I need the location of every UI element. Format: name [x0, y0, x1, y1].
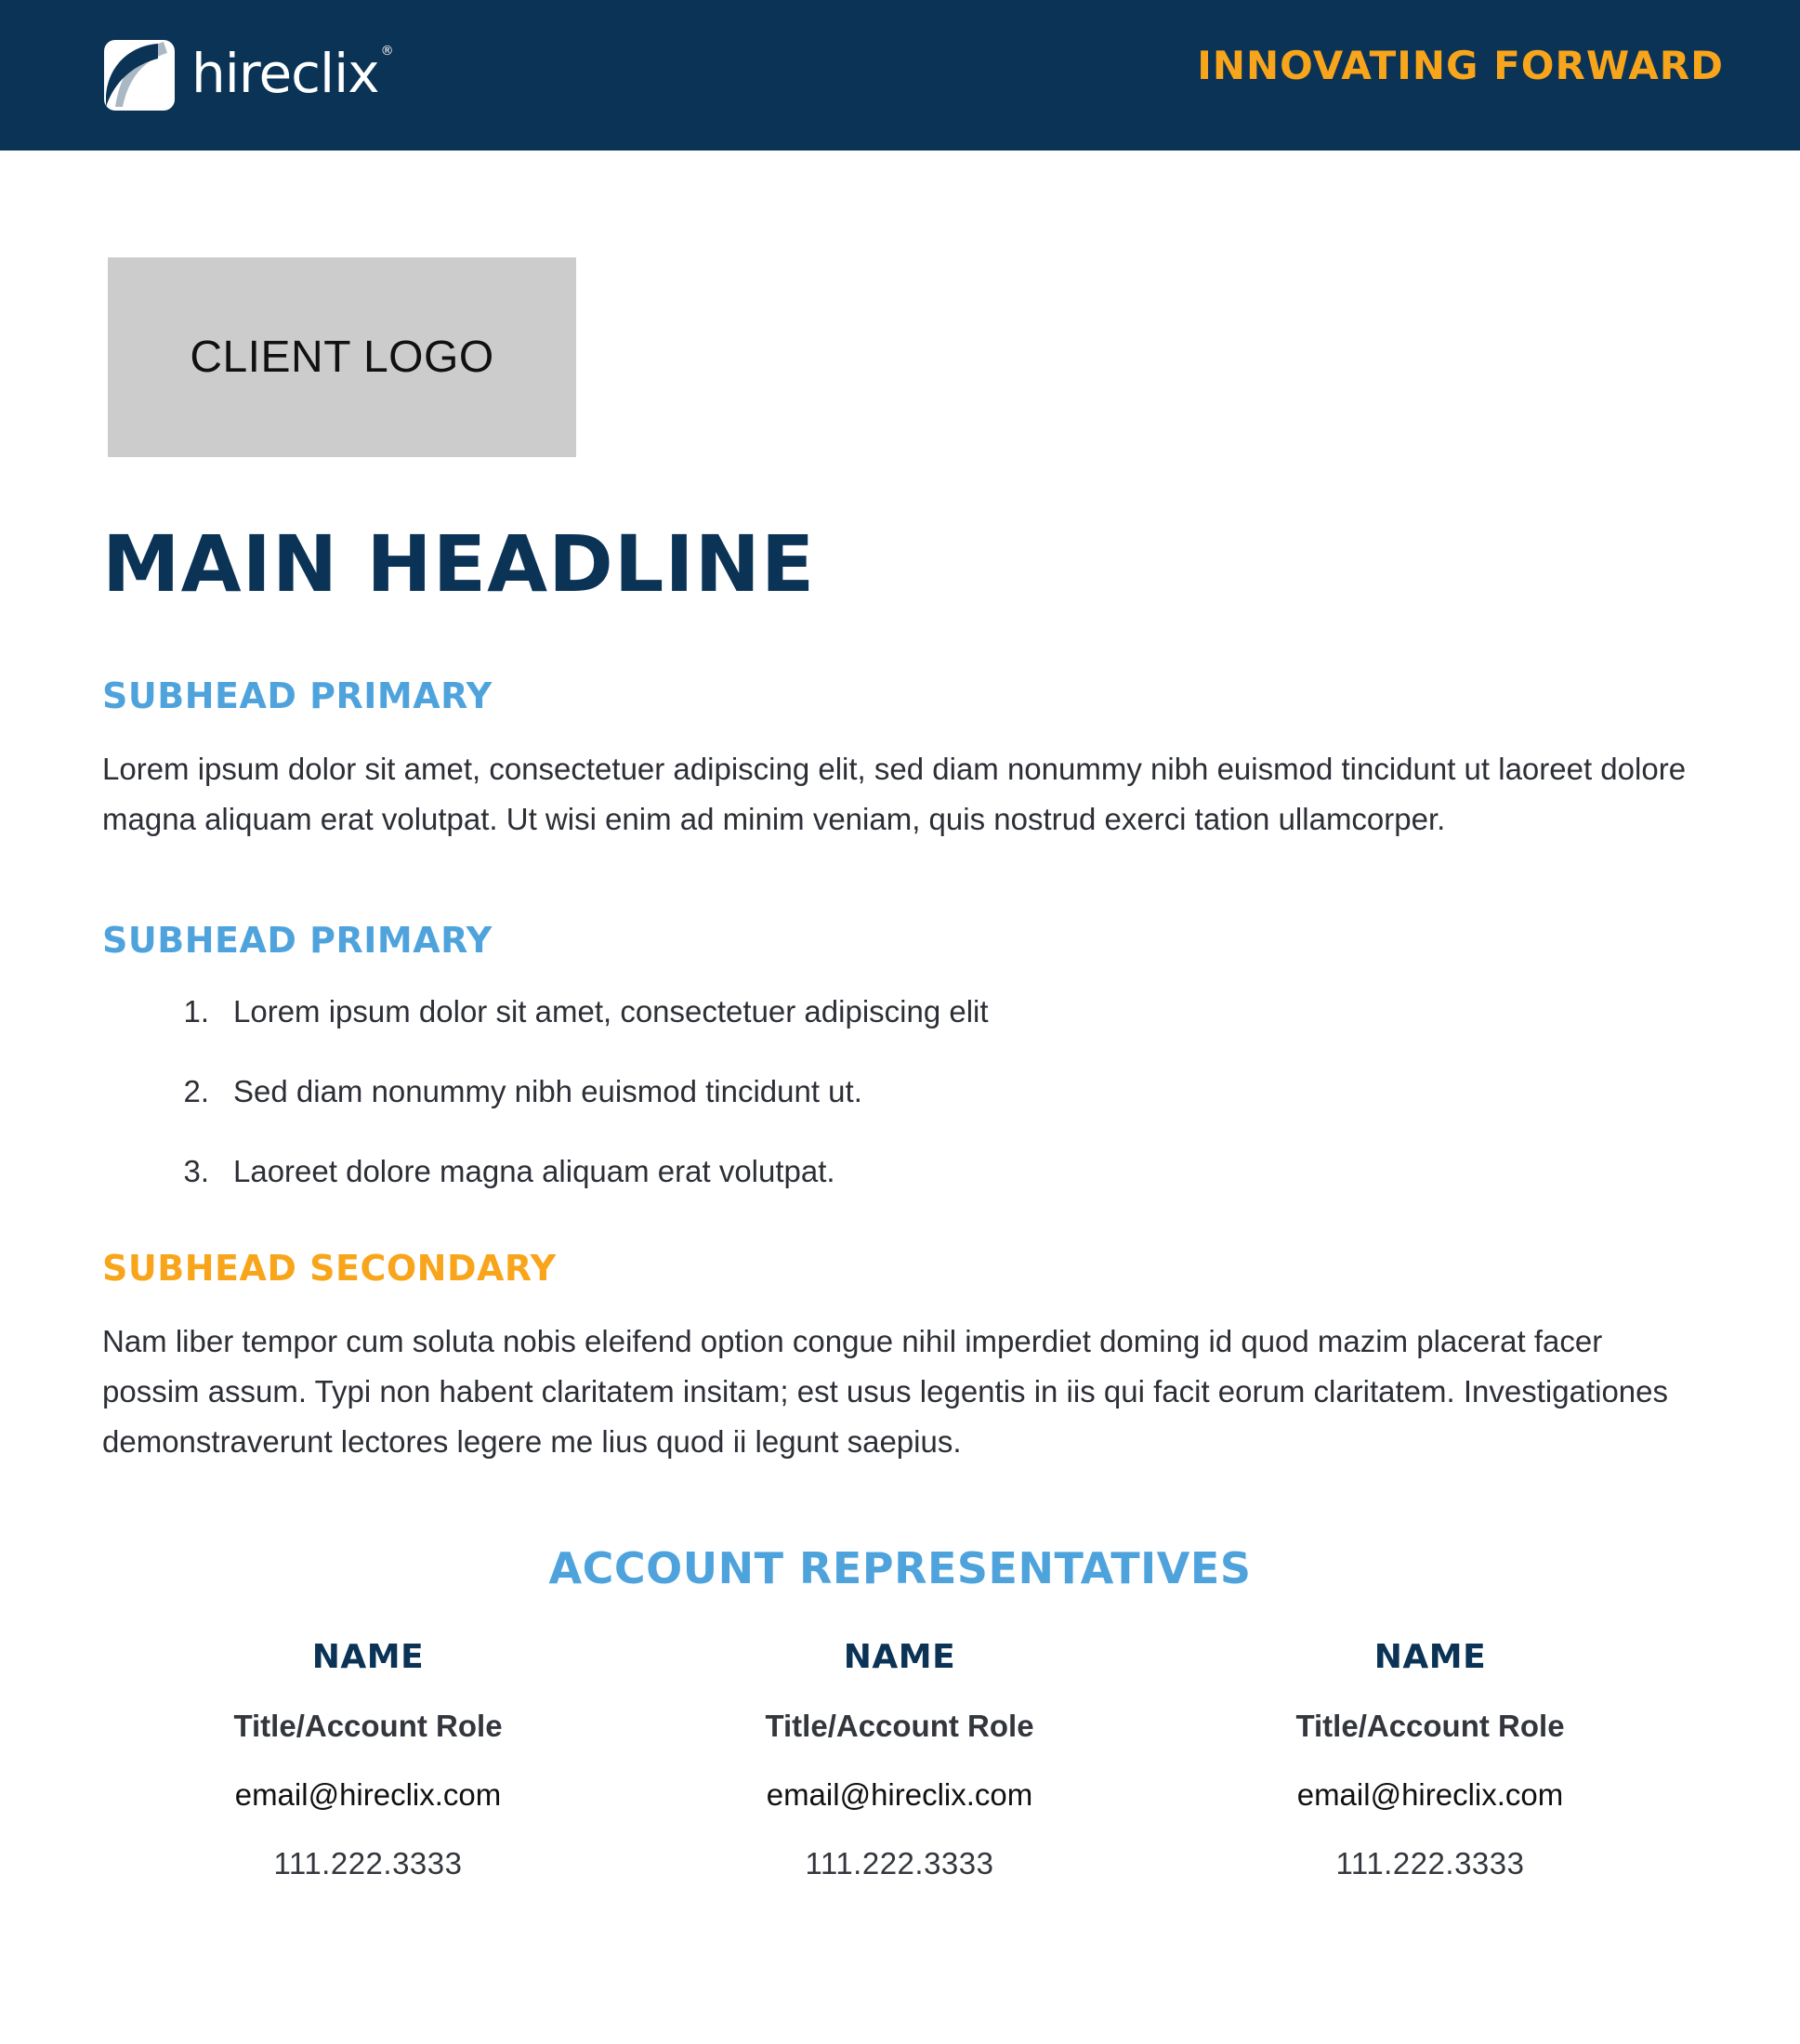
list-item-text: Sed diam nonummy nibh euismod tincidunt ut.	[233, 1074, 862, 1108]
subhead-primary-2: SUBHEAD PRIMARY	[102, 920, 493, 961]
subhead-secondary: SUBHEAD SECONDARY	[102, 1248, 557, 1289]
client-logo-label: CLIENT LOGO	[190, 333, 494, 382]
rep-card-2	[658, 1637, 1141, 1884]
main-headline: MAIN HEADLINE	[102, 518, 816, 609]
client-logo-placeholder	[108, 257, 576, 457]
subhead-primary-1: SUBHEAD PRIMARY	[102, 675, 493, 716]
rep-card-1	[126, 1637, 610, 1884]
list-item-text: Lorem ipsum dolor sit amet, consectetuer adipiscing elit	[233, 994, 989, 1029]
rep-email-link[interactable]: email@hireclix.com	[766, 1777, 1033, 1812]
list-item-number: 3.	[183, 1154, 209, 1188]
rep-phone[interactable]: 111.222.3333	[273, 1846, 463, 1880]
header-tagline: INNOVATING FORWARD	[1197, 43, 1724, 88]
rep-name: NAME	[843, 1638, 956, 1676]
list-item	[102, 987, 989, 1067]
rep-phone[interactable]: 111.222.3333	[1335, 1846, 1525, 1880]
brand-name: hireclix	[191, 42, 379, 105]
rep-email-link[interactable]: email@hireclix.com	[1296, 1777, 1564, 1812]
section-1-body: Lorem ipsum dolor sit amet, consectetuer adipiscing elit, sed diam nonummy nibh euismod tincidunt ut laoreet dolore magna aliquam erat volutpat. Ut wisi enim ad minim veniam, quis nostrud exerci tation ullamcorper.	[102, 752, 1687, 836]
account-representatives-title: ACCOUNT REPRESENTATIVES	[548, 1543, 1252, 1593]
rep-role: Title/Account Role	[1295, 1709, 1565, 1743]
section-3-body: Nam liber tempor cum soluta nobis eleifend option congue nihil imperdiet doming id quod mazim placerat facer possim assum. Typi non habent claritatem insitam; est usus legentis in iis qui facit eorum claritatem. Investigationes demonstraverunt lectores legere me lius quod ii legunt saepius.	[102, 1324, 1668, 1459]
list-item-number: 1.	[183, 994, 209, 1029]
list-item-text: Laoreet dolore magna aliquam erat volutpat.	[233, 1154, 835, 1188]
rep-name: NAME	[1373, 1638, 1487, 1676]
rep-email-link[interactable]: email@hireclix.com	[234, 1777, 502, 1812]
rep-card-3	[1189, 1637, 1672, 1884]
hireclix-logo-icon	[102, 38, 177, 112]
numbered-list	[102, 987, 989, 1226]
list-item	[102, 1067, 989, 1146]
header-band	[0, 0, 1800, 151]
rep-role: Title/Account Role	[765, 1709, 1034, 1743]
rep-phone[interactable]: 111.222.3333	[805, 1846, 994, 1880]
brand-logo[interactable]	[102, 37, 394, 113]
rep-name: NAME	[311, 1638, 425, 1676]
list-item	[102, 1146, 989, 1226]
registered-mark: ®	[380, 44, 394, 59]
rep-role: Title/Account Role	[233, 1709, 503, 1743]
list-item-number: 2.	[183, 1074, 209, 1108]
